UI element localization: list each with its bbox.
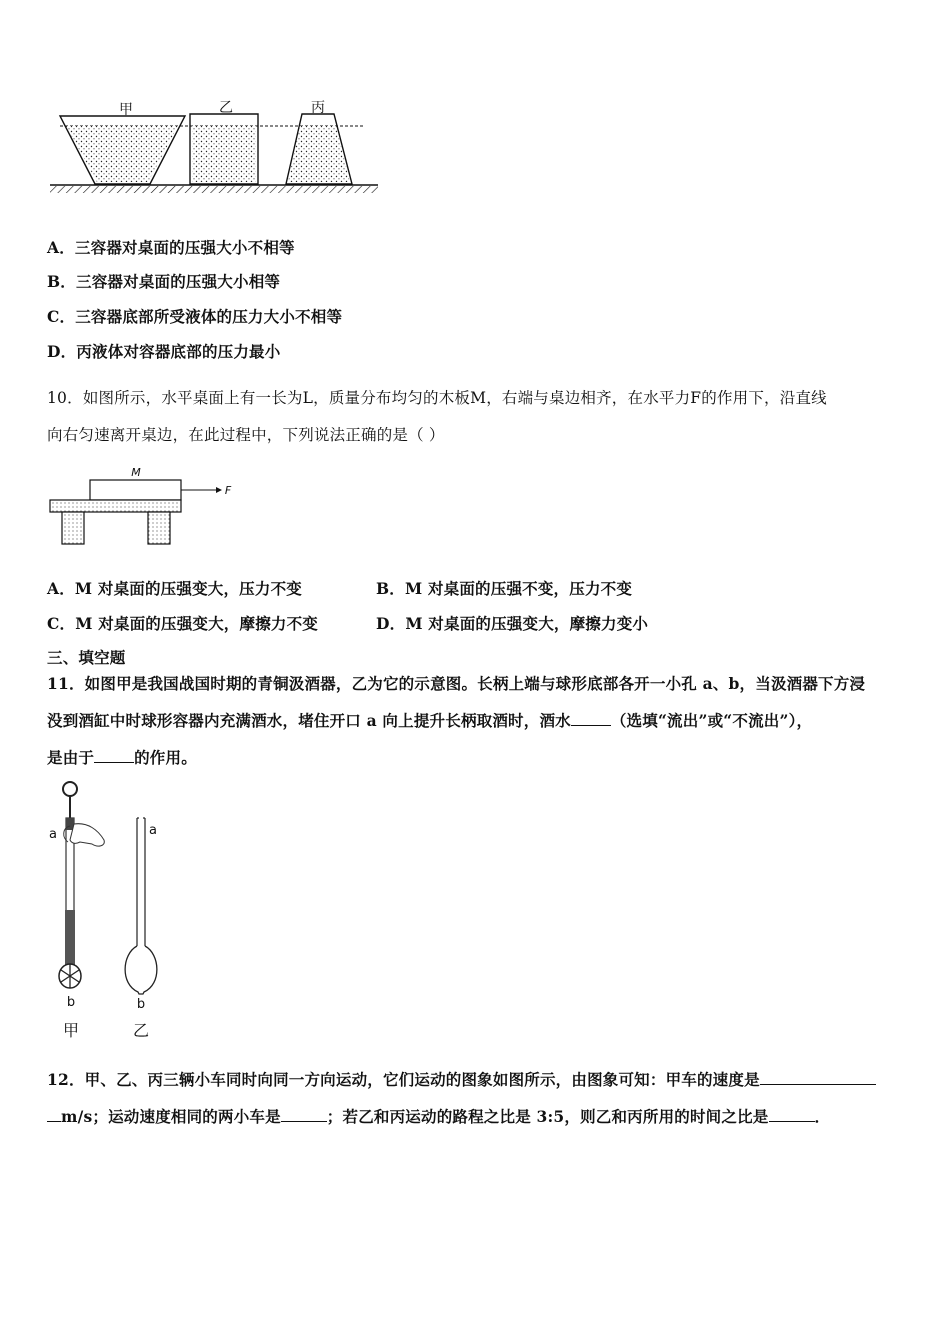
q10-option-d: D．M 对桌面的压强变大，摩擦力变小	[376, 614, 649, 633]
table-leg-right	[148, 512, 170, 544]
section-title: 三、填空题	[47, 648, 126, 667]
table-top	[50, 500, 181, 512]
label-bing: 丙	[311, 100, 325, 116]
q10-option-c: C．M 对桌面的压强变大，摩擦力不变	[47, 614, 318, 633]
board-label: M	[131, 466, 141, 479]
label-jia-dipper: 甲	[62, 1021, 80, 1040]
label-b-left: b	[66, 995, 76, 1010]
q12-blank-1a[interactable]	[760, 1070, 876, 1085]
q10-option-b: B．M 对桌面的压强不变，压力不变	[376, 579, 633, 598]
q10-option-a: A．M 对桌面的压强变大，压力不变	[47, 579, 302, 598]
schematic-tube	[137, 818, 145, 946]
q12-stem-line2: m/s；运动速度相同的两小车是 ；若乙和丙运动的路程之比是 3:5，则乙和丙所用的时间之比是 ．	[47, 1105, 830, 1127]
board-table-figure	[40, 462, 240, 552]
q12-blank-1b[interactable]	[47, 1107, 61, 1122]
q11-blank-2[interactable]	[94, 748, 134, 763]
q11-blank-1[interactable]	[571, 711, 611, 726]
q12-blank-2[interactable]	[281, 1107, 327, 1122]
q10-stem-line2: 向右匀速离开桌边，在此过程中，下列说法正确的是（ ）	[47, 426, 445, 444]
table-leg-left	[62, 512, 84, 544]
q12-stem-line1: 12．甲、乙、丙三辆小车同时向同一方向运动，它们运动的图象如图所示，由图象可知：甲车的速度是	[47, 1068, 876, 1090]
q9-option-a: A．三容器对桌面的压强大小不相等	[47, 238, 295, 257]
hand-icon	[70, 824, 104, 846]
q11-stem-line3: 是由于 的作用。	[47, 748, 197, 767]
label-yi-schematic: 乙	[132, 1021, 150, 1040]
label-yi: 乙	[219, 100, 233, 116]
q11-stem-line1: 11．如图甲是我国战国时期的青铜汲酒器，乙为它的示意图。长柄上端与球形底部各开一小孔 a、b，当汲酒器下方浸	[47, 674, 866, 693]
q9-option-b: B．三容器对桌面的压强大小相等	[47, 272, 281, 291]
board-m	[90, 480, 181, 500]
dipper-top-ring	[63, 782, 77, 796]
label-a-right: a	[149, 823, 157, 838]
q9-option-d: D．丙液体对容器底部的压力最小	[47, 342, 281, 361]
label-b-right: b	[136, 997, 146, 1012]
q12-blank-3[interactable]	[769, 1107, 815, 1122]
force-label: F	[224, 484, 232, 497]
label-jia: 甲	[119, 102, 133, 118]
q9-option-c: C．三容器底部所受液体的压力大小不相等	[47, 307, 343, 326]
label-a-left: a	[49, 827, 57, 842]
wine-dipper-figure	[40, 778, 200, 1043]
schematic-bulb	[125, 946, 157, 994]
q11-stem-line2: 没到酒缸中时球形容器内充满酒水，堵住开口 a 向上提升长柄取酒时，酒水 （选填“流出”或“不流出”），	[47, 711, 813, 730]
containers-figure	[40, 100, 390, 200]
q10-stem-line1: 10．如图所示，水平桌面上有一长为L，质量分布均匀的木板M，右端与桌边相齐，在水平力F的作用下，沿直线	[47, 389, 827, 407]
